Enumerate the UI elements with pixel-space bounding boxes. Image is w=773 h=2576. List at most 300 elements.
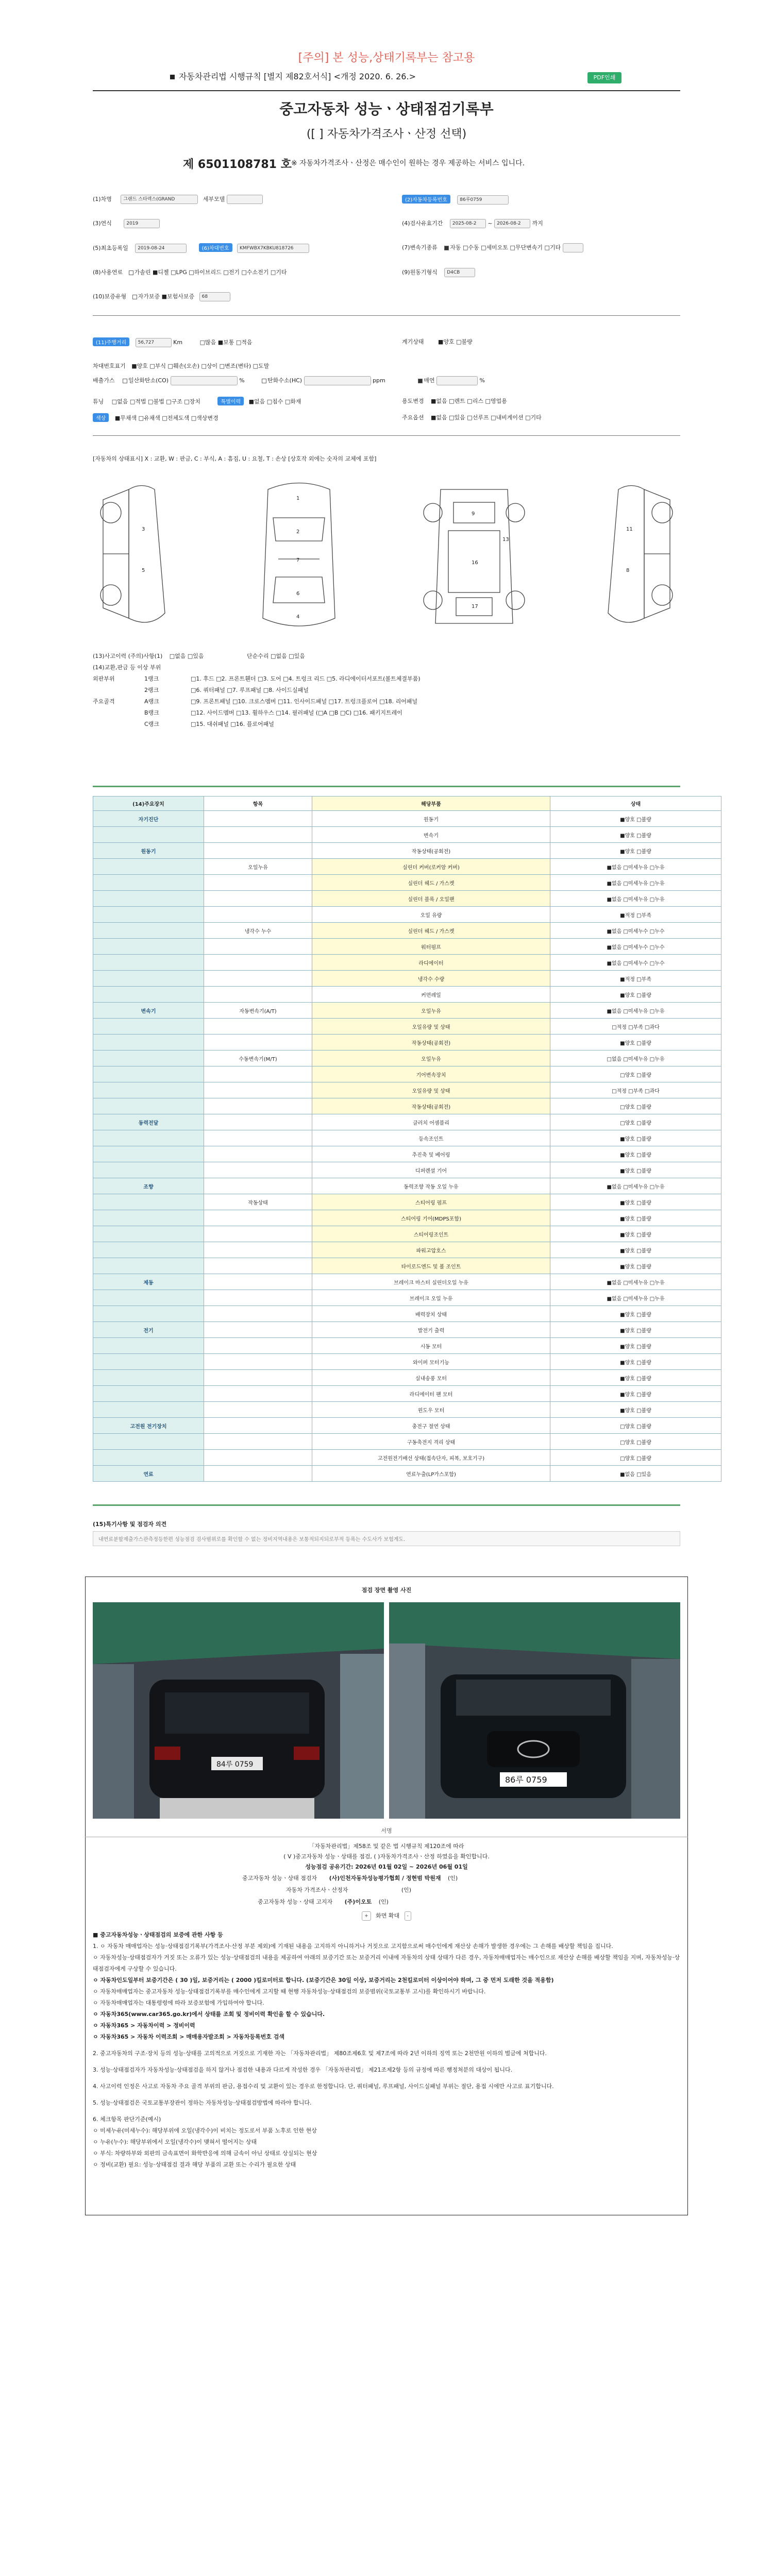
valid-suffix: 까지: [532, 220, 543, 227]
guide-paragraph: 2. 중고자동차의 구조·장치 등의 성능·상태를 고의적으로 거짓으로 기재한 자는 「자동차관리법」 제80조제6호 및 제7조에 따라 2년 이하의 징역 또는 2천만원 이하의 벌금에 처합니다.: [93, 2050, 547, 2057]
part-cell: 오일 유량: [312, 907, 550, 923]
category-cell: [93, 1258, 204, 1274]
sub-item-cell: [204, 843, 312, 859]
front-plate-text: 86루 0759: [505, 1775, 547, 1785]
detail-table-wrap: [93, 796, 721, 1482]
part-cell: 원동기: [312, 811, 550, 827]
state-cell[interactable]: ■양호 □불량: [550, 827, 721, 843]
engine-label: (9)원동기형식: [402, 269, 438, 276]
state-cell[interactable]: □양호 □불량: [550, 1114, 721, 1130]
tune-label: 튜닝: [93, 398, 104, 405]
co-label: 일산화탄소(CO): [128, 377, 169, 384]
part-cell: 실린더 헤드 / 가스켓: [312, 923, 550, 939]
period-text: 성능점검 공유기간: 2026년 01월 02일 ~ 2026년 06월 01일: [305, 1863, 468, 1870]
warranty-label: (10)보증유형: [93, 293, 127, 300]
sub-item-cell: [204, 1210, 312, 1226]
table-row: [93, 859, 721, 875]
divider: [93, 786, 680, 787]
part-cell: 스티어링 펌프: [312, 1194, 550, 1210]
warning-text: [주의] 본 성능,상태기록부는 참고용: [298, 52, 475, 64]
state-cell[interactable]: □양호 □불량: [550, 1418, 721, 1434]
rule-text: 자동차관리법 시행규칙 [별지 제82호서식] <개정 2020. 6. 26.>: [179, 72, 416, 81]
table-row: [93, 1066, 721, 1082]
part-numbers: [142, 496, 633, 620]
inspector-name: (사)인천자동차성능평가협회 / 정현범 박원재: [329, 1875, 441, 1882]
table-row: [93, 971, 721, 987]
inspector-label: 중고자동차 성능ㆍ상태 점검자: [242, 1875, 317, 1882]
guide-section: [93, 1929, 680, 2171]
validity-row: (4)검사유효기간 2025-08-2 ~ 2026-08-2 까지: [402, 219, 543, 228]
state-cell[interactable]: ■적정 □부족: [550, 907, 721, 923]
part-number-label: 16: [472, 560, 478, 566]
zoom-label: 화면 확대: [376, 1912, 400, 1919]
state-cell[interactable]: □적정 □부족 □과다: [550, 1019, 721, 1035]
table-row: [93, 1450, 721, 1466]
car-damage-diagram: [93, 469, 680, 644]
guide-paragraph: ㅇ 미세누유(미세누수): 해당부위에 오일(냉각수)이 비치는 정도로서 부품 노후로 인한 현상: [93, 2127, 317, 2134]
vin-label: (6)차대번호: [199, 243, 232, 252]
state-cell[interactable]: ■양호 □불량: [550, 987, 721, 1003]
state-cell[interactable]: ■양호 □불량: [550, 1162, 721, 1178]
state-cell[interactable]: ■없음 □있음: [550, 1466, 721, 1482]
sub-item-cell: 오일누유: [204, 859, 312, 875]
valid-from-field[interactable]: 2025-08-2: [450, 219, 486, 228]
car-right-side: [608, 486, 673, 623]
major-rankA-row: [93, 697, 418, 705]
guide-paragraph: 1. ㅇ 자동차 매매업자는 성능·상태점검기록부(가격조사·산정 부분 제외)에 기재된 내용을 고지하지 아니하거나 거짓으로 고지함으로써 매수인에게 재산상 손해가 발생한 경우에는 그 손해를 배상할 책임을 집니다.: [93, 1943, 613, 1950]
gauge-state: ■양호 □불량: [438, 338, 473, 345]
sub-item-cell: [204, 939, 312, 955]
category-cell: [93, 1434, 204, 1450]
sub-item-cell: [204, 1290, 312, 1306]
state-cell[interactable]: ■없음 □미세누수 □누수: [550, 939, 721, 955]
sub-item-cell: [204, 1242, 312, 1258]
state-cell[interactable]: ■없음 □미세누수 □누수: [550, 955, 721, 971]
checkbox-icon[interactable]: [123, 379, 127, 383]
car-left-side: [100, 486, 165, 623]
part-cell: 구동축전지 격리 상태: [312, 1434, 550, 1450]
trans-other-field[interactable]: [563, 243, 583, 252]
option-row: [402, 413, 542, 421]
state-cell[interactable]: ■양호 □불량: [550, 1402, 721, 1418]
table-row: [93, 1466, 721, 1482]
state-cell[interactable]: ■양호 □불량: [550, 1194, 721, 1210]
tune-row: [93, 397, 301, 405]
state-cell[interactable]: ■양호 □불량: [550, 1306, 721, 1322]
zoom-in-button[interactable]: +: [362, 1911, 371, 1921]
plate-row: [402, 195, 509, 205]
smoke-field[interactable]: [436, 376, 478, 385]
usage-row: [402, 397, 507, 405]
usage-label: 용도변경: [402, 398, 424, 404]
part-cell: 디퍼렌셜 기어: [312, 1162, 550, 1178]
table-row: [93, 1242, 721, 1258]
part-cell: 스티어링 기어(MDPS포함): [312, 1210, 550, 1226]
appraiser-label: 자동차 가격조사ㆍ산정자: [286, 1887, 348, 1893]
category-cell: [93, 1146, 204, 1162]
part-cell: 연료누출(LP가스포함): [312, 1466, 550, 1482]
category-cell: [93, 1402, 204, 1418]
plate-field[interactable]: 86루0759: [457, 195, 509, 205]
table-row: [93, 1003, 721, 1019]
guide-link-paragraph: ㅇ 자동차365 > 자동차 이력조회 > 매매용자발조회 > 자동차등록번호 검색: [93, 2033, 284, 2040]
document-note: ※ 자동차가격조사ㆍ산정은 매수인이 원하는 경우 제공하는 서비스 입니다.: [291, 159, 525, 167]
sub-item-cell: 수동변속기(M/T): [204, 1050, 312, 1066]
part-cell: 와이퍼 모터기능: [312, 1354, 550, 1370]
state-cell[interactable]: □없음 □미세누유 □누유: [550, 1050, 721, 1066]
gauge-label: 계기상태: [402, 338, 424, 345]
part-cell: 고전원전기배선 상태(접속단자, 피복, 보호기구): [312, 1450, 550, 1466]
mileage-label: (11)주행거리: [93, 337, 129, 346]
state-cell[interactable]: ■없음 □미세누유 □누유: [550, 875, 721, 891]
state-cell[interactable]: □양호 □불량: [550, 1450, 721, 1466]
sub-model-field[interactable]: [227, 195, 263, 204]
category-cell: [93, 1386, 204, 1402]
checkbox-icon[interactable]: [444, 246, 449, 250]
rankA-label: A랭크: [144, 698, 159, 705]
sub-item-cell: [204, 1434, 312, 1450]
state-cell[interactable]: ■양호 □불량: [550, 843, 721, 859]
table-row: [93, 907, 721, 923]
part-cell: 작동상태(공회전): [312, 1035, 550, 1050]
state-cell[interactable]: □양호 □불량: [550, 1098, 721, 1114]
table-row: [93, 1098, 721, 1114]
sub-item-cell: [204, 1450, 312, 1466]
category-cell: 연료: [93, 1466, 204, 1482]
table-row: [93, 1050, 721, 1066]
category-cell: 원동기: [93, 843, 204, 859]
major-label: 주요골격: [93, 698, 115, 705]
sub-item-cell: [204, 1466, 312, 1482]
sub-item-cell: [204, 1019, 312, 1035]
sub-item-cell: [204, 1258, 312, 1274]
category-cell: [93, 1066, 204, 1082]
state-cell[interactable]: ■적정 □부족: [550, 971, 721, 987]
part-cell: 라디에이터 팬 모터: [312, 1386, 550, 1402]
part-cell: 클러치 어셈블리: [312, 1114, 550, 1130]
table-row: [93, 827, 721, 843]
outer-label: 외판부위: [93, 675, 115, 682]
outer-rank1-row: [93, 674, 421, 683]
part-number-label: 7: [296, 557, 300, 563]
year-field[interactable]: 2019: [124, 219, 160, 228]
header-cell: 해당부품: [312, 796, 550, 811]
inspection-photo-front: [389, 1602, 680, 1819]
sub-item-cell: [204, 1082, 312, 1098]
parts-rank1: □1. 후드 □2. 프론트휀더 □3. 도어 □4. 트렁크 리드 □5. 라디에이터서포트(볼트체결부품): [191, 675, 421, 682]
state-cell[interactable]: ■양호 □불량: [550, 1035, 721, 1050]
sub-item-cell: 자동변속기(A/T): [204, 1003, 312, 1019]
zoom-out-button[interactable]: -: [405, 1911, 411, 1921]
state-cell[interactable]: ■양호 □불량: [550, 1338, 721, 1354]
transmission-row: [402, 243, 583, 252]
sub-item-cell: [204, 955, 312, 971]
sub-item-cell: [204, 875, 312, 891]
table-row: [93, 1322, 721, 1338]
state-cell[interactable]: ■양호 □불량: [550, 1130, 721, 1146]
parts-label: (14)교환,판금 등 이상 부위: [93, 664, 161, 671]
valid-to-field[interactable]: 2026-08-2: [494, 219, 530, 228]
table-row: [93, 1019, 721, 1035]
state-cell[interactable]: □양호 □불량: [550, 1434, 721, 1450]
mileage-unit: Km: [173, 339, 183, 346]
car-name-label: (1)차명: [93, 196, 112, 202]
notes-title: (15)특기사항 및 점검자 의견: [93, 1521, 167, 1528]
checkbox-icon[interactable]: [132, 295, 137, 299]
sub-item-cell: [204, 1114, 312, 1130]
state-cell[interactable]: ■양호 □불량: [550, 1386, 721, 1402]
sub-item-cell: [204, 1322, 312, 1338]
guide-title: ■ 중고자동차성능ㆍ상태점검의 보증에 관한 사항 등: [93, 1931, 223, 1938]
table-row: [93, 1226, 721, 1242]
part-cell: 브레이크 오일 누유: [312, 1290, 550, 1306]
category-cell: [93, 1130, 204, 1146]
state-cell[interactable]: ■없음 □미세누유 □누유: [550, 1003, 721, 1019]
warranty-field[interactable]: 68: [199, 292, 230, 301]
plate-label: (2)자동차등록번호: [402, 195, 450, 204]
category-cell: [93, 987, 204, 1003]
checkbox-icon[interactable]: [418, 379, 423, 383]
first-reg-label: (5)최초등록일: [93, 245, 128, 251]
guide-paragraph: 4. 사고이력 인정은 사고로 자동차 주요 골격 부위의 판금, 용접수리 및 교환이 있는 경우로 한정합니다. 단, 쿼터패널, 루프패널, 사이드실패널 부위는 절단, 용접 시에만 사고로 표기합니다.: [93, 2083, 554, 2090]
page-title: 중고자동차 성능ㆍ상태점검기록부: [279, 100, 494, 117]
table-row: [93, 1402, 721, 1418]
color-state: ■무채색 □유채색 □전체도색 □색상변경: [114, 415, 219, 421]
divider: [93, 435, 680, 436]
usage-state: ■없음 □렌트 □리스 □영업용: [431, 398, 507, 404]
category-cell: [93, 1450, 204, 1466]
part-cell: 스티어링조인트: [312, 1226, 550, 1242]
sub-item-cell: [204, 1226, 312, 1242]
state-cell[interactable]: ■양호 □불량: [550, 1354, 721, 1370]
checkbox-icon[interactable]: [129, 270, 133, 275]
category-cell: 전기: [93, 1322, 204, 1338]
sub-item-cell: [204, 1178, 312, 1194]
detail-table: [93, 796, 721, 1482]
part-cell: 오일누유: [312, 1003, 550, 1019]
part-cell: 추진축 및 베어링: [312, 1146, 550, 1162]
sub-model-label: 세부모델: [203, 196, 225, 202]
category-cell: 자기진단: [93, 811, 204, 827]
part-cell: 실린더 블록 / 오일팬: [312, 891, 550, 907]
table-row: [93, 891, 721, 907]
first-reg-row: [93, 243, 309, 253]
gauge-row: [402, 337, 473, 346]
fuel-options: 가솔린 ■디젤 □LPG □하이브리드 □전기 □수소전기 □기타: [134, 269, 287, 276]
part-cell: 파워고압호스: [312, 1242, 550, 1258]
state-cell[interactable]: □적정 □부족 □과다: [550, 1082, 721, 1098]
part-cell: 작동상태(공회전): [312, 1098, 550, 1114]
part-cell: 등속조인트: [312, 1130, 550, 1146]
sub-item-cell: [204, 1418, 312, 1434]
pdf-print-button[interactable]: PDF인쇄: [587, 72, 621, 83]
smoke-unit: %: [479, 377, 485, 384]
accident-row: [93, 652, 305, 660]
category-cell: 변속기: [93, 1003, 204, 1019]
document-number: 제 6501108781 호: [183, 158, 292, 171]
state-cell[interactable]: ■없음 □미세누유 □누유: [550, 1178, 721, 1194]
seal-mark: (인): [401, 1887, 412, 1893]
category-cell: 제동: [93, 1274, 204, 1290]
tune-state: □없음 □적법 □불법 □구조 □장치: [111, 398, 200, 405]
category-cell: [93, 923, 204, 939]
state-cell[interactable]: ■양호 □불량: [550, 1258, 721, 1274]
part-number-label: 2: [296, 529, 300, 535]
rankB-label: B랭크: [144, 709, 159, 716]
rank2-label: 2랭크: [144, 687, 159, 693]
category-cell: 동력전달: [93, 1114, 204, 1130]
parts-rank2: □6. 쿼터패널 □7. 루프패널 □8. 사이드실패널: [191, 687, 309, 693]
sign-label: 서명: [381, 1827, 392, 1834]
guide-paragraph: ㅇ 자동차성능·상태점검자가 거짓 또는 오류가 있는 성능·상태점검의 내용을 제공하여 아래의 보증기간 또는 보증거리 이내에 자동차의 상태 상태가 다른 경우, 자동차매매업자는 매수인으로 재산상 손해를 배상할 책임을 지며, 자동차성능·상태점검자에게 구상할 수 있습니다.: [93, 1954, 680, 1972]
table-row: [93, 875, 721, 891]
table-row: [93, 1306, 721, 1322]
part-cell: 배력장치 상태: [312, 1306, 550, 1322]
table-header: [93, 796, 721, 811]
part-number-label: 5: [142, 568, 145, 573]
table-row: [93, 1178, 721, 1194]
state-cell[interactable]: ■양호 □불량: [550, 1146, 721, 1162]
category-cell: [93, 1370, 204, 1386]
part-cell: 기어변속장치: [312, 1066, 550, 1082]
category-cell: [93, 1194, 204, 1210]
table-row: [93, 955, 721, 971]
sub-item-cell: [204, 971, 312, 987]
sub-item-cell: [204, 1386, 312, 1402]
damage-legend: [자동차의 상태표시] X : 교환, W : 판금, C : 부식, A : 흠집, U : 요철, T : 손상 [상호작 외에는 숫자의 교체에 포함]: [93, 455, 377, 462]
sub-item-cell: [204, 907, 312, 923]
divider: [93, 315, 680, 316]
part-cell: 윈도우 모터: [312, 1402, 550, 1418]
mileage-row: [93, 337, 253, 347]
part-cell: 타이로드엔드 및 볼 조인트: [312, 1258, 550, 1274]
part-cell: 실린더 커버(로커암 커버): [312, 859, 550, 875]
year-row: [93, 219, 160, 228]
checkbox-icon[interactable]: [262, 379, 266, 383]
vin-field[interactable]: KMFWBX7KBKU818726: [237, 244, 309, 253]
part-cell: 충전구 절연 상태: [312, 1418, 550, 1434]
special-label: 특별이력: [217, 397, 244, 405]
first-reg-field[interactable]: 2019-08-24: [135, 244, 187, 253]
zoom-row: [0, 1911, 773, 1921]
notifier-label: 중고자동차 성능ㆍ상태 고지자: [258, 1899, 333, 1905]
engine-field[interactable]: D4CB: [444, 268, 475, 277]
state-cell[interactable]: ■없음 □미세누유 □누유: [550, 891, 721, 907]
state-cell[interactable]: ■양호 □불량: [550, 811, 721, 827]
category-cell: [93, 1050, 204, 1066]
table-row: [93, 811, 721, 827]
notifier-name: (주)이오토: [344, 1899, 372, 1905]
part-cell: 오일유량 및 상태: [312, 1019, 550, 1035]
table-row: [93, 1290, 721, 1306]
category-cell: 조향: [93, 1178, 204, 1194]
state-cell[interactable]: □양호 □불량: [550, 1066, 721, 1082]
divider: [93, 1504, 680, 1506]
page-subtitle: ([ ] 자동차가격조사ㆍ산정 선택): [306, 128, 467, 141]
category-cell: [93, 907, 204, 923]
table-row: [93, 843, 721, 859]
table-row: [93, 1114, 721, 1130]
co-field[interactable]: [171, 376, 238, 385]
fuel-row: [93, 268, 287, 276]
emission-label: 배출가스: [93, 377, 115, 384]
state-cell[interactable]: ■없음 □미세누수 □누수: [550, 923, 721, 939]
divider: [93, 90, 680, 91]
sub-item-cell: [204, 1370, 312, 1386]
part-number-label: 4: [296, 614, 300, 620]
simple-repair-state: 단순수리 □없음 □있음: [247, 653, 305, 659]
car-name-row: [93, 195, 263, 204]
state-cell[interactable]: ■없음 □미세누유 □누유: [550, 859, 721, 875]
parts-rankC: □15. 대쉬패널 □16. 플로어패널: [191, 721, 274, 727]
table-row: [93, 1434, 721, 1450]
law-text: 「자동차관리법」제58조 및 같은 법 시행규칙 제120조에 따라: [309, 1843, 464, 1850]
sub-item-cell: [204, 811, 312, 827]
part-number-label: 3: [142, 527, 145, 532]
hc-label: 탄화수소(HC): [267, 377, 303, 384]
category-cell: [93, 1098, 204, 1114]
category-cell: [93, 1354, 204, 1370]
state-cell[interactable]: ■양호 □불량: [550, 1242, 721, 1258]
hc-field[interactable]: [304, 376, 371, 385]
state-cell[interactable]: ■양호 □불량: [550, 1322, 721, 1338]
sub-item-cell: 작동상태: [204, 1194, 312, 1210]
header-cell: (14)주요장치: [93, 796, 204, 811]
rankC-label: C랭크: [144, 721, 159, 727]
guide-paragraph: ㅇ 자동차매매업자는 중고자동차 성능·상태점검기록부를 매수인에게 고지할 때 현행 자동차성능·상태점검의 보증범위(국토교통부 고시)를 확인하시기 바랍니다.: [93, 1988, 486, 1995]
year-label: (3)연식: [93, 220, 112, 227]
smoke-label: 매연: [424, 377, 435, 384]
category-cell: [93, 1019, 204, 1035]
accident-label: (13)사고이력 (주의)사항(1): [93, 653, 163, 659]
state-cell[interactable]: ■양호 □불량: [550, 1210, 721, 1226]
category-cell: [93, 859, 204, 875]
state-cell[interactable]: ■양호 □불량: [550, 1370, 721, 1386]
state-cell[interactable]: ■없음 □미세누유 □누유: [550, 1290, 721, 1306]
guide-paragraph: ㅇ 정비(교환) 필요: 성능·상태점검 결과 해당 부품의 교환 또는 수리가 필요한 상태: [93, 2161, 296, 2168]
part-cell: 실내송풍 모터: [312, 1370, 550, 1386]
parts-rankB: □12. 사이드멤버 □13. 휠하우스 □14. 필러패널 (□A □B □C) □16. 패키지트레이: [191, 709, 402, 716]
part-cell: 오일유량 및 상태: [312, 1082, 550, 1098]
table-row: [93, 1162, 721, 1178]
part-number-label: 17: [472, 604, 478, 609]
rank1-label: 1랭크: [144, 675, 159, 682]
table-row: [93, 1082, 721, 1098]
sub-item-cell: [204, 1402, 312, 1418]
table-row: [93, 1274, 721, 1290]
category-cell: [93, 1290, 204, 1306]
part-cell: 냉각수 수량: [312, 971, 550, 987]
guide-warranty-paragraph: ㅇ 자동차인도일부터 보증기간은 ( 30 )일, 보증거리는 ( 2000 )킬로미터로 합니다. (보증기간은 30일 이상, 보증거리는 2천킬로미터 이상이어야 하며, 그 중 먼저 도래한 것을 적용함): [93, 1977, 554, 1984]
part-number-label: 13: [502, 537, 509, 543]
sub-item-cell: 냉각수 누수: [204, 923, 312, 939]
guide-link-paragraph: ㅇ 자동차365 > 자동차이력 > 정비이력: [93, 2022, 195, 2029]
table-row: [93, 1370, 721, 1386]
table-row: [93, 939, 721, 955]
hc-unit: ppm: [373, 377, 385, 384]
part-cell: 작동상태(공회전): [312, 843, 550, 859]
car-name-field[interactable]: 그랜드 스타렉스(GRAND: [121, 195, 198, 204]
category-cell: [93, 1306, 204, 1322]
sub-item-cell: [204, 1035, 312, 1050]
sub-item-cell: [204, 827, 312, 843]
category-cell: [93, 1338, 204, 1354]
sub-item-cell: [204, 1338, 312, 1354]
option-state: ■없음 □있음 □선루프 □내비게이션 □기타: [431, 414, 542, 421]
mileage-field[interactable]: 56,727: [136, 338, 172, 347]
state-cell[interactable]: ■없음 □미세누유 □누유: [550, 1274, 721, 1290]
state-cell[interactable]: ■양호 □불량: [550, 1226, 721, 1242]
